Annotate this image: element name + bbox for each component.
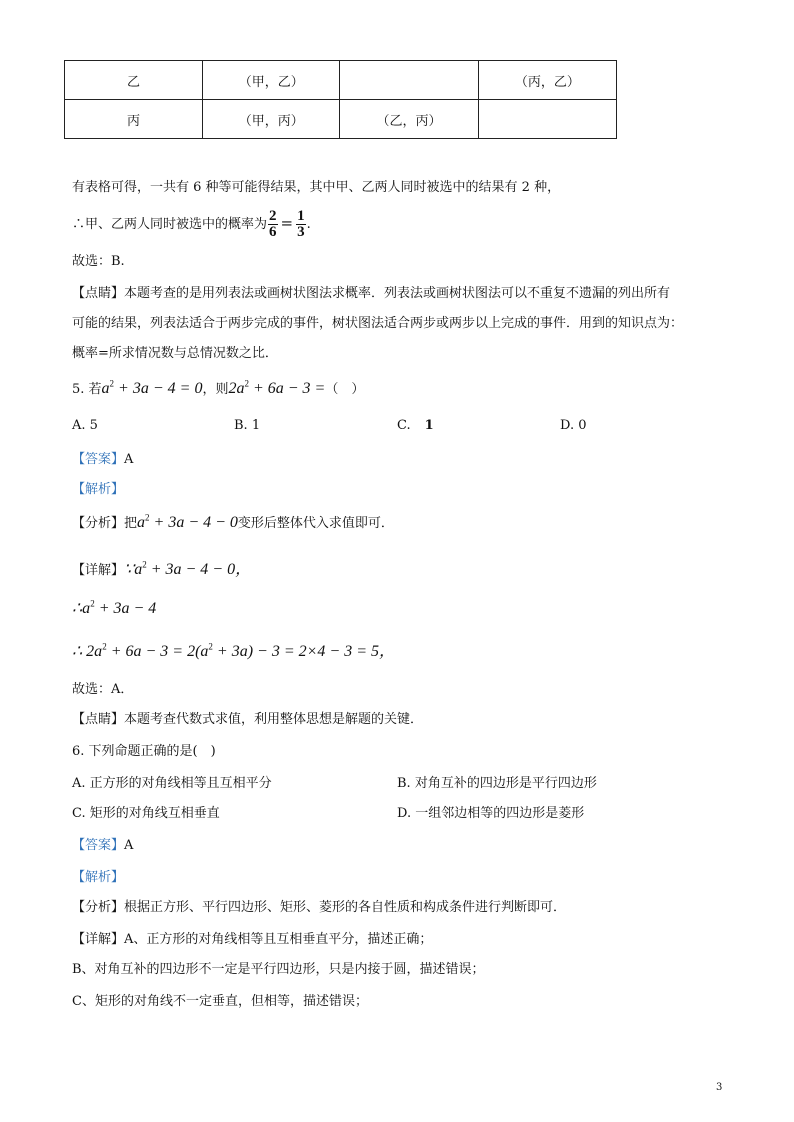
table-cell: 乙 — [65, 61, 203, 100]
detail-tag: 【详解】 — [72, 932, 125, 947]
q4-comment-line-3: 概率=所求情况数与总情况数之比． — [72, 346, 278, 361]
q5-answer: 【答案】A — [72, 452, 134, 467]
combination-table — [64, 60, 617, 139]
q6-detail-line-3: C、矩形的对角线不一定垂直，但相等，描述错误； — [72, 994, 368, 1009]
table-row — [65, 61, 617, 100]
answer-tag: 【答案】 — [72, 838, 125, 853]
q5-expression: $2a^2 + 6a - 3$ = — [228, 378, 326, 397]
q5-option-c: C. 1 — [397, 418, 434, 433]
q6-stem: 6. 下列命题正确的是( ) — [72, 744, 216, 759]
page-number: 3 — [716, 1082, 723, 1093]
q5-detail-line-3: ∴ $2a^2 + 6a - 3 = 2(a^2 + 3a) - 3 = 2\times 4 - 3 = 5$， — [72, 641, 396, 660]
q4-comment-line-2: 可能的结果，列表法适合于两步完成的事件，树状图法适合两步或两步以上完成的事件．用到的知识点为： — [72, 316, 684, 331]
table-row — [65, 100, 617, 139]
q5-condition: $a^2 + 3a - 4 = 0$ — [101, 378, 203, 397]
q6-option-c: C. 矩形的对角线互相垂直 — [72, 806, 220, 821]
q6-option-a: A. 正方形的对角线相等且互相平分 — [72, 776, 272, 791]
q4-probability-prefix: ∴甲、乙两人同时被选中的概率为 — [72, 217, 268, 232]
comment-tag: 【点睛】 — [72, 286, 125, 301]
table-cell: （甲，丙） — [203, 100, 340, 139]
q5-comment: 【点睛】本题考查代数式求值，利用整体思想是解题的关键． — [72, 712, 424, 727]
q5-detail-line-1: 【详解】$\because a^2 + 3a - 4 - 0$， — [72, 559, 252, 578]
q5-fenxi: 【分析】把$a^2 + 3a - 4 - 0$变形后整体代入求值即可． — [72, 512, 394, 531]
table-cell: （甲，乙） — [203, 61, 340, 100]
table-cell: （丙，乙） — [478, 61, 616, 100]
q4-probability-line: ∴甲、乙两人同时被选中的概率为 $\frac{2}{6}$ = $\frac{1}{3}$ . — [72, 208, 311, 240]
q6-fenxi: 【分析】根据正方形、平行四边形、矩形、菱形的各自性质和构成条件进行判断即可． — [72, 900, 567, 915]
table-cell — [478, 100, 616, 139]
detail-tag: 【详解】 — [72, 563, 125, 578]
q5-analysis-tag: 【解析】 — [72, 482, 125, 497]
q5-option-a: A. 5 — [72, 418, 98, 433]
q6-detail-line-1: 【详解】A、正方形的对角线相等且互相垂直平分，描述正确； — [72, 932, 433, 947]
q4-choice: 故选：B. — [72, 254, 125, 269]
q6-option-d: D. 一组邻边相等的四边形是菱形 — [397, 806, 585, 821]
comment-tag: 【点睛】 — [72, 712, 125, 727]
q5-stem: 5. 若$a^2 + 3a - 4 = 0$，则$2a^2 + 6a - 3$ =（ ） — [72, 378, 365, 397]
q5-option-b: B. 1 — [234, 418, 261, 433]
fraction-2-6: $\frac{2}{6}$ — [269, 208, 277, 240]
fraction-1-3: $\frac{1}{3}$ — [297, 208, 305, 240]
q4-result-line: 有表格可得，一共有 6 种等可能得结果，其中甲、乙两人同时被选中的结果有 2 种， — [72, 180, 561, 195]
table-cell — [340, 61, 478, 100]
q6-option-b: B. 对角互补的四边形是平行四边形 — [397, 776, 597, 791]
q5-detail-line-2: $\therefore a^2 + 3a - 4$ — [72, 598, 157, 617]
q6-answer: 【答案】A — [72, 838, 134, 853]
table-cell: （乙，丙） — [340, 100, 478, 139]
q4-comment-line-1: 【点睛】本题考查的是用列表法或画树状图法求概率．列表法或画树状图法可以不重复不遗漏的列出所有 — [72, 286, 671, 301]
answer-tag: 【答案】 — [72, 452, 125, 467]
q5-option-d: D. 0 — [560, 418, 587, 433]
fenxi-tag: 【分析】 — [72, 900, 125, 915]
q5-choice: 故选：A． — [72, 682, 134, 697]
q6-detail-line-2: B、对角互补的四边形不一定是平行四边形，只是内接于圆，描述错误； — [72, 962, 485, 977]
table-cell: 丙 — [65, 100, 203, 139]
fenxi-tag: 【分析】 — [72, 516, 125, 531]
q6-analysis-tag: 【解析】 — [72, 870, 125, 885]
